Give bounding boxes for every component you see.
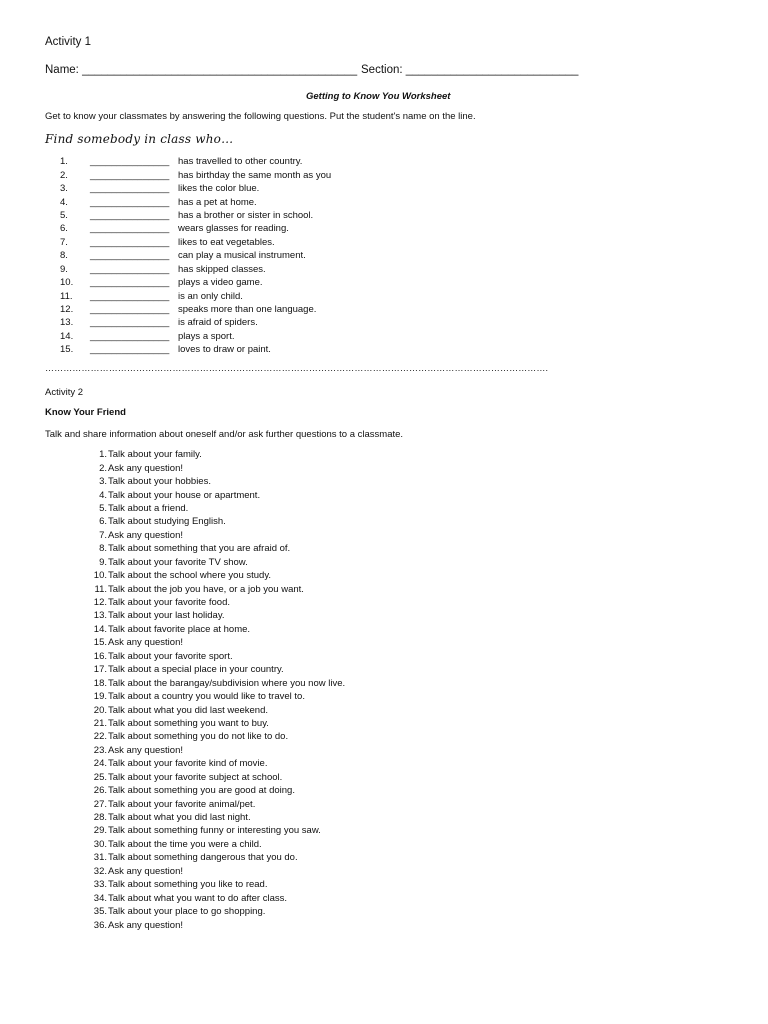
item-number: 6. — [99, 516, 107, 528]
item-text: Talk about the time you were a child. — [108, 838, 262, 850]
find-item — [60, 303, 331, 316]
name-blank-line: _______________ — [90, 344, 170, 356]
item-text: Talk about your house or apartment. — [108, 489, 261, 501]
talk-item — [82, 502, 345, 515]
item-number: 30. — [93, 838, 107, 850]
item-number: 12. — [60, 304, 74, 316]
talk-item — [82, 703, 345, 716]
item-number: 35. — [93, 906, 107, 918]
item-text: Talk about your last holiday. — [108, 610, 225, 622]
item-text: has a pet at home. — [178, 196, 257, 208]
item-text: plays a sport. — [178, 330, 235, 342]
talk-item — [82, 542, 345, 555]
name-blank-line: _______________ — [90, 236, 170, 248]
item-number: 26. — [93, 785, 107, 797]
item-number: 14. — [93, 623, 107, 635]
name-blank-line: _______________ — [90, 156, 170, 168]
name-blank-line: _______________ — [90, 304, 170, 316]
find-item — [60, 249, 331, 262]
talk-item — [82, 918, 345, 931]
item-text: is an only child. — [178, 290, 243, 302]
item-text: Talk about something you do not like to do. — [108, 731, 289, 743]
talk-item — [82, 609, 345, 622]
find-item — [60, 236, 331, 249]
item-number: 3. — [99, 476, 107, 488]
name-blank-line: _______________ — [90, 330, 170, 342]
item-number: 36. — [93, 919, 107, 931]
item-text: Talk about favorite place at home. — [108, 623, 251, 635]
item-number: 23. — [93, 744, 107, 756]
talk-item — [82, 475, 345, 488]
item-number: 16. — [93, 650, 107, 662]
find-somebody-heading: Find somebody in class who… — [45, 132, 234, 146]
item-number: 33. — [93, 879, 107, 891]
item-number: 10. — [93, 570, 107, 582]
item-number: 20. — [93, 704, 107, 716]
item-text: likes the color blue. — [178, 183, 260, 195]
item-text: Ask any question! — [108, 462, 183, 474]
find-item — [60, 222, 331, 235]
item-text: Ask any question! — [108, 529, 183, 541]
activity2-heading: Know Your Friend — [45, 407, 126, 418]
talk-item — [82, 515, 345, 528]
item-text: Ask any question! — [108, 637, 183, 649]
item-number: 32. — [93, 865, 107, 877]
item-text: can play a musical instrument. — [178, 250, 306, 262]
item-text: is afraid of spiders. — [178, 317, 258, 329]
item-number: 31. — [93, 852, 107, 864]
name-blank-line: _______________ — [90, 263, 170, 275]
item-text: speaks more than one language. — [178, 304, 317, 316]
talk-item — [82, 636, 345, 649]
activity2-list — [82, 448, 345, 932]
talk-item — [82, 811, 345, 824]
talk-item — [82, 663, 345, 676]
item-number: 14. — [60, 330, 74, 342]
item-number: 21. — [93, 717, 107, 729]
item-number: 29. — [93, 825, 107, 837]
item-number: 25. — [93, 771, 107, 783]
item-number: 9. — [60, 263, 68, 275]
talk-item — [82, 448, 345, 461]
item-number: 4. — [99, 489, 107, 501]
item-number: 22. — [93, 731, 107, 743]
item-text: Talk about your favorite sport. — [108, 650, 233, 662]
item-number: 28. — [93, 812, 107, 824]
talk-item — [82, 905, 345, 918]
talk-item — [82, 757, 345, 770]
item-text: Talk about your favorite food. — [108, 597, 230, 609]
talk-item — [82, 838, 345, 851]
talk-item — [82, 744, 345, 757]
item-number: 24. — [93, 758, 107, 770]
talk-item — [82, 824, 345, 837]
find-item — [60, 289, 331, 302]
item-text: Talk about something you are good at doing. — [108, 785, 295, 797]
item-number: 6. — [60, 223, 68, 235]
item-text: Talk about what you want to do after class. — [108, 892, 288, 904]
item-text: Talk about something you want to buy. — [108, 717, 269, 729]
talk-item — [82, 650, 345, 663]
find-item — [60, 182, 331, 195]
activity2-instructions: Talk and share information about oneself and/or ask further questions to a classmate. — [45, 429, 404, 440]
item-text: Talk about the job you have, or a job you want. — [108, 583, 304, 595]
activity1-label: Activity 1 — [45, 36, 92, 48]
name-blank-line: _______________ — [90, 250, 170, 262]
item-number: 8. — [60, 250, 68, 262]
item-text: Talk about what you did last weekend. — [108, 704, 269, 716]
talk-item — [82, 596, 345, 609]
item-number: 7. — [60, 236, 68, 248]
item-text: Talk about your favorite TV show. — [108, 556, 248, 568]
name-blank-line: _______________ — [90, 317, 170, 329]
item-text: likes to eat vegetables. — [178, 236, 275, 248]
talk-item — [82, 784, 345, 797]
name-blank-line: _______________ — [90, 183, 170, 195]
item-number: 2. — [60, 169, 68, 181]
name-blank-line: _______________ — [90, 223, 170, 235]
item-text: Talk about something that you are afraid of. — [108, 543, 291, 555]
item-number: 4. — [60, 196, 68, 208]
name-blank-line: _______________ — [90, 290, 170, 302]
item-text: Talk about a special place in your country. — [108, 664, 284, 676]
activity1-instructions: Get to know your classmates by answering the following questions. Put the student's name on the line. — [45, 111, 476, 122]
talk-item — [82, 623, 345, 636]
talk-item — [82, 865, 345, 878]
item-number: 18. — [93, 677, 107, 689]
item-text: has skipped classes. — [178, 263, 266, 275]
item-number: 9. — [99, 556, 107, 568]
section-divider: …………………………………………………………………………………………………………………………………………………. — [45, 363, 549, 373]
item-number: 2. — [99, 462, 107, 474]
find-item — [60, 209, 331, 222]
item-text: wears glasses for reading. — [178, 223, 289, 235]
talk-item — [82, 582, 345, 595]
item-text: Ask any question! — [108, 865, 183, 877]
item-text: Talk about your hobbies. — [108, 476, 211, 488]
item-number: 13. — [93, 610, 107, 622]
item-text: has travelled to other country. — [178, 156, 303, 168]
item-text: Talk about the school where you study. — [108, 570, 272, 582]
item-number: 19. — [93, 691, 107, 703]
talk-item — [82, 488, 345, 501]
talk-item — [82, 771, 345, 784]
name-field-label: Name: ___________________________________________ — [45, 64, 358, 76]
item-number: 5. — [99, 502, 107, 514]
item-number: 11. — [60, 290, 73, 302]
talk-item — [82, 556, 345, 569]
activity2-label: Activity 2 — [45, 387, 84, 398]
find-item — [60, 330, 331, 343]
item-number: 15. — [93, 637, 107, 649]
item-number: 11. — [94, 583, 107, 595]
item-text: loves to draw or paint. — [178, 344, 271, 356]
item-text: Talk about something funny or interesting you saw. — [108, 825, 321, 837]
item-number: 7. — [99, 529, 107, 541]
talk-item — [82, 797, 345, 810]
item-number: 8. — [99, 543, 107, 555]
item-text: Ask any question! — [108, 919, 183, 931]
item-number: 12. — [93, 597, 107, 609]
item-number: 15. — [60, 344, 74, 356]
talk-item — [82, 878, 345, 891]
talk-item — [82, 851, 345, 864]
find-item — [60, 316, 331, 329]
item-number: 10. — [60, 277, 74, 289]
item-number: 3. — [60, 183, 68, 195]
item-text: Talk about your favorite kind of movie. — [108, 758, 268, 770]
item-text: Talk about something you like to read. — [108, 879, 268, 891]
talk-item — [82, 569, 345, 582]
item-number: 27. — [93, 798, 107, 810]
item-text: Talk about studying English. — [108, 516, 226, 528]
item-text: Talk about your family. — [108, 449, 202, 461]
item-text: Ask any question! — [108, 744, 183, 756]
name-blank-line: _______________ — [90, 169, 170, 181]
name-blank-line: _______________ — [90, 196, 170, 208]
activity1-list — [60, 155, 331, 357]
item-number: 1. — [99, 449, 107, 461]
item-text: Talk about the barangay/subdivision where you now live. — [108, 677, 346, 689]
name-blank-line: _______________ — [90, 209, 170, 221]
item-text: Talk about your favorite animal/pet. — [108, 798, 256, 810]
find-item — [60, 195, 331, 208]
item-text: Talk about a country you would like to travel to. — [108, 691, 305, 703]
find-item — [60, 168, 331, 181]
item-text: has birthday the same month as you — [178, 169, 332, 181]
item-number: 17. — [93, 664, 107, 676]
item-number: 34. — [93, 892, 107, 904]
item-number: 5. — [60, 209, 68, 221]
worksheet-title: Getting to Know You Worksheet — [306, 91, 451, 102]
talk-item — [82, 676, 345, 689]
item-number: 1. — [60, 156, 68, 168]
talk-item — [82, 461, 345, 474]
item-text: Talk about what you did last night. — [108, 812, 251, 824]
talk-item — [82, 717, 345, 730]
item-text: plays a video game. — [178, 277, 263, 289]
item-text: Talk about something dangerous that you do. — [108, 852, 298, 864]
talk-item — [82, 529, 345, 542]
talk-item — [82, 730, 345, 743]
talk-item — [82, 891, 345, 904]
section-field-label: Section: ___________________________ — [361, 64, 579, 76]
find-item — [60, 263, 331, 276]
find-item — [60, 155, 331, 168]
item-text: Talk about your favorite subject at school. — [108, 771, 283, 783]
item-text: Talk about your place to go shopping. — [108, 906, 266, 918]
talk-item — [82, 690, 345, 703]
name-blank-line: _______________ — [90, 277, 170, 289]
item-number: 13. — [60, 317, 74, 329]
find-item — [60, 276, 331, 289]
find-item — [60, 343, 331, 356]
item-text: Talk about a friend. — [108, 502, 189, 514]
item-text: has a brother or sister in school. — [178, 209, 314, 221]
